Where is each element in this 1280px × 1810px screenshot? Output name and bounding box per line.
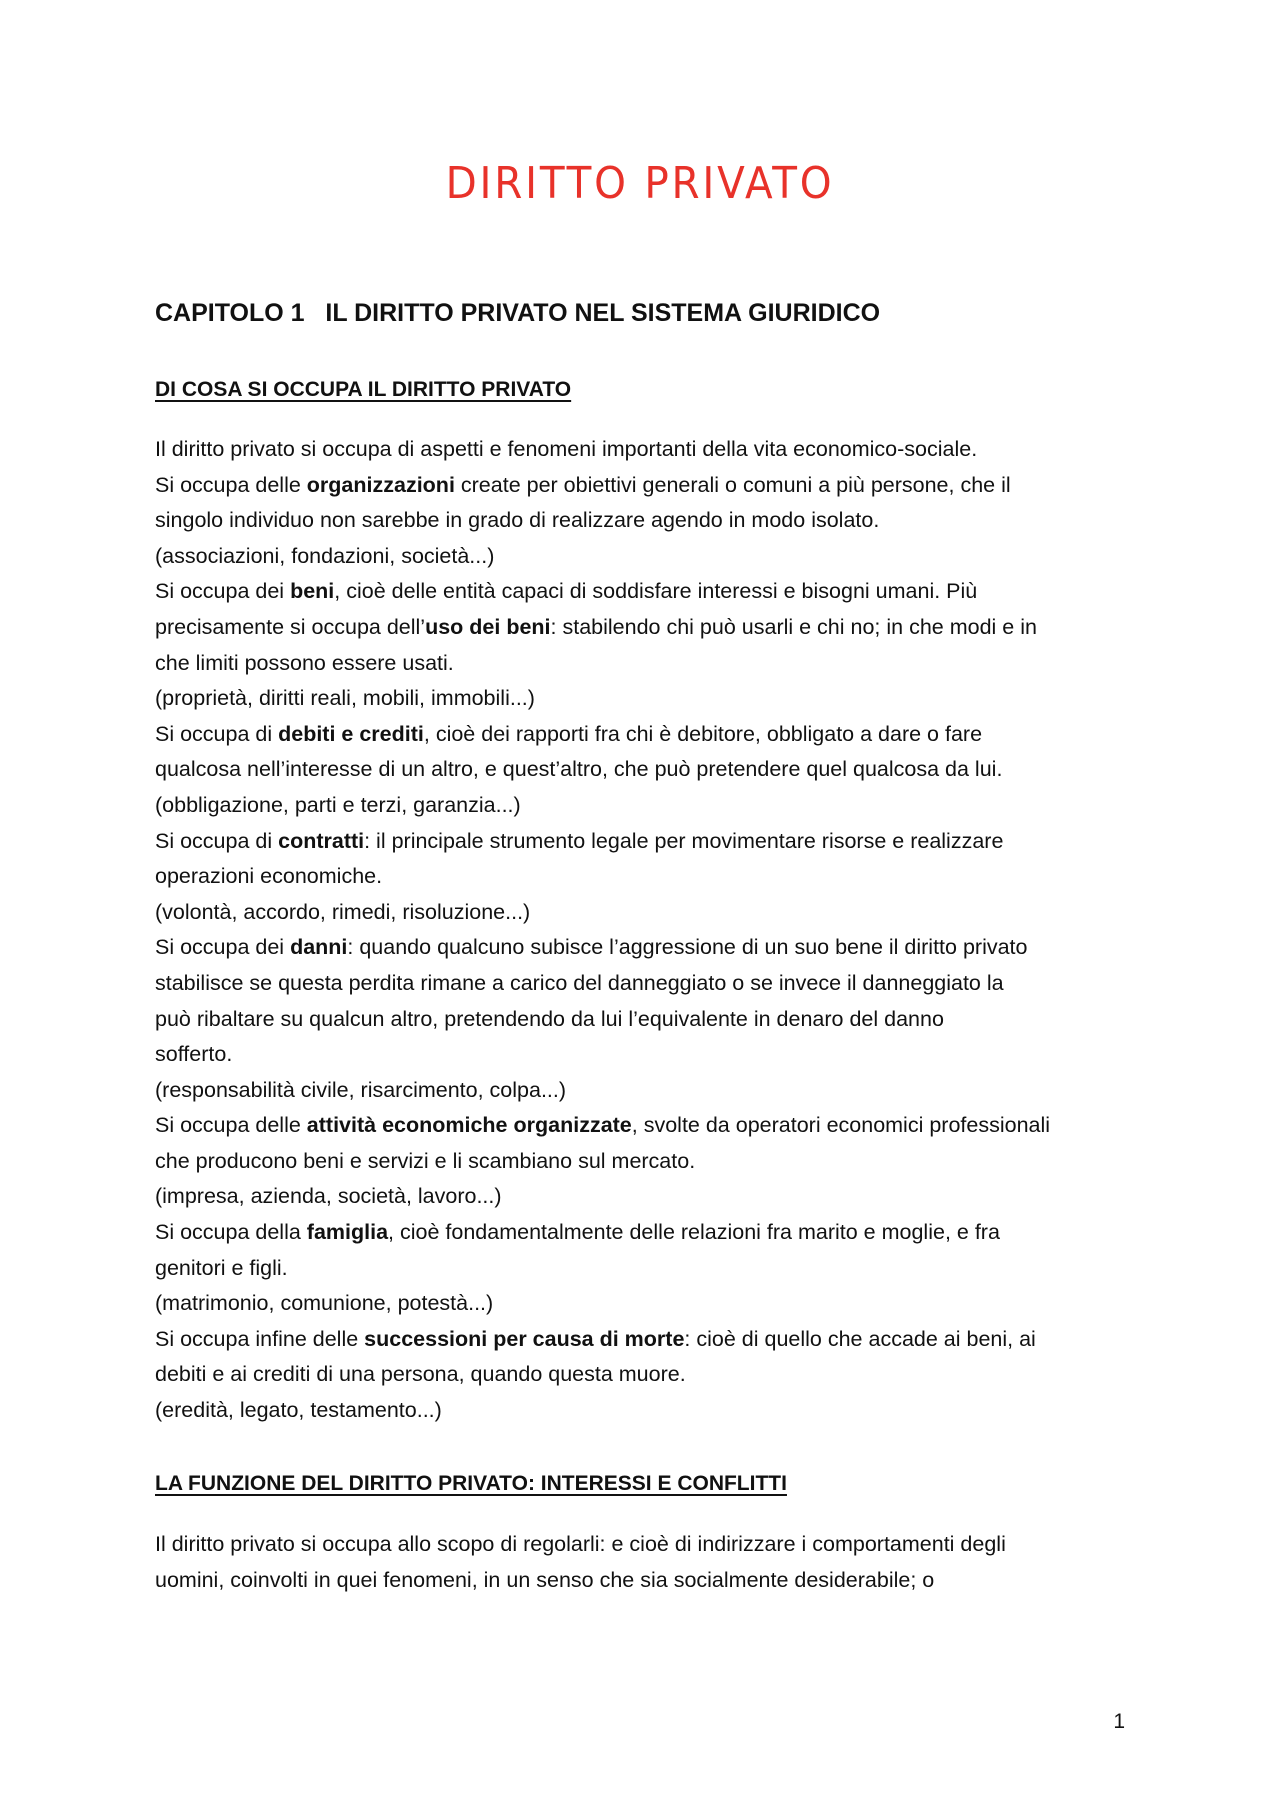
bold-term: famiglia [306, 1220, 389, 1245]
text-line [155, 859, 1145, 895]
text-segment: (matrimonio, comunione, potestà...) [155, 1291, 494, 1316]
text-segment: Si occupa infine delle [155, 1326, 365, 1351]
text-segment: : cioè di quello che accade ai beni, ai [684, 1326, 1036, 1351]
text-segment: , cioè dei rapporti fra chi è debitore, obbligato a dare o fare [423, 721, 983, 746]
text-segment: , cioè delle entità capaci di soddisfare interessi e bisogni umani. Più [334, 579, 978, 604]
text-segment: operazioni economiche. [155, 864, 383, 889]
bold-term: danni [290, 935, 348, 960]
text-line [155, 681, 1145, 717]
text-line [155, 824, 1145, 860]
text-segment: singolo individuo non sarebbe in grado di realizzare agendo in modo isolato. [155, 508, 880, 533]
text-line [155, 1527, 1145, 1563]
text-line [155, 788, 1145, 824]
bold-term: beni [290, 579, 335, 604]
text-segment: sofferto. [155, 1042, 233, 1067]
text-segment: stabilisce se questa perdita rimane a carico del danneggiato o se invece il danneggiato la [155, 970, 1004, 995]
text-line [155, 895, 1145, 931]
text-segment: Il diritto privato si occupa di aspetti e fenomeni importanti della vita economico-sociale. [155, 437, 978, 461]
page-number: 1 [1113, 1710, 1125, 1733]
text-segment: Si occupa di [155, 721, 279, 746]
text-line [155, 1037, 1145, 1073]
text-segment: create per obiettivi generali o comuni a più persone, che il [454, 472, 1011, 497]
text-line [155, 432, 1145, 468]
text-segment: , cioè fondamentalmente delle relazioni fra marito e moglie, e fra [388, 1220, 1000, 1245]
text-line [155, 1322, 1145, 1358]
section-2-body [155, 1527, 1145, 1598]
text-line [155, 539, 1145, 575]
text-line [155, 930, 1145, 966]
bold-term: debiti e crediti [278, 721, 424, 746]
text-segment: Si occupa di [155, 828, 279, 853]
text-line [155, 966, 1145, 1002]
text-segment: Si occupa delle [155, 472, 307, 497]
text-line [155, 1215, 1145, 1251]
text-line [155, 610, 1145, 646]
bold-term: contratti [278, 828, 365, 853]
text-line [155, 1251, 1145, 1287]
text-line [155, 646, 1145, 682]
text-line [155, 1357, 1145, 1393]
text-line [155, 1393, 1145, 1429]
text-segment: che limiti possono essere usati. [155, 650, 454, 675]
text-segment: Si occupa dei [155, 935, 291, 960]
text-segment: Il diritto privato si occupa allo scopo di regolarli: e cioè di indirizzare i comportamenti degli [155, 1532, 1006, 1556]
text-line [155, 1144, 1145, 1180]
bold-term: organizzazioni [306, 472, 455, 497]
page-title: DIRITTO PRIVATO [445, 158, 835, 209]
text-segment: (associazioni, fondazioni, società...) [155, 543, 495, 568]
text-line [155, 1002, 1145, 1038]
text-line [155, 1179, 1145, 1215]
text-line [155, 1286, 1145, 1322]
bold-term: uso dei beni [425, 614, 551, 639]
text-segment: : stabilendo chi può usarli e chi no; in che modi e in [550, 614, 1037, 639]
text-segment: : quando qualcuno subisce l’aggressione di un suo bene il diritto privato [347, 935, 1028, 960]
text-segment: può ribaltare su qualcun altro, pretendendo da lui l’equivalente in denaro del danno [155, 1006, 944, 1031]
text-segment: precisamente si occupa dell’ [155, 614, 426, 639]
bold-term: attività economiche organizzate [306, 1113, 632, 1138]
text-segment: qualcosa nell’interesse di un altro, e quest’altro, che può pretendere quel qualcosa da lui. [155, 757, 1003, 782]
text-line [155, 752, 1145, 788]
text-line [155, 1073, 1145, 1109]
text-segment: (volontà, accordo, rimedi, risoluzione...) [155, 899, 531, 924]
text-line [155, 503, 1145, 539]
text-line [155, 574, 1145, 610]
text-segment: : il principale strumento legale per movimentare risorse e realizzare [364, 828, 1004, 853]
text-segment: che producono beni e servizi e li scambiano sul mercato. [155, 1148, 696, 1173]
section-heading-2: LA FUNZIONE DEL DIRITTO PRIVATO: INTERESSI E CONFLITTI [155, 1472, 787, 1495]
text-segment: uomini, coinvolti in quei fenomeni, in un senso che sia socialmente desiderabile; o [155, 1567, 935, 1592]
bold-term: successioni per causa di morte [364, 1326, 685, 1351]
section-heading-1: DI COSA SI OCCUPA IL DIRITTO PRIVATO [155, 378, 572, 401]
text-segment: , svolte da operatori economici professionali [631, 1113, 1051, 1138]
text-segment: Si occupa delle [155, 1113, 307, 1138]
text-segment: genitori e figli. [155, 1255, 288, 1280]
text-segment: Si occupa della [155, 1220, 307, 1245]
chapter-heading: CAPITOLO 1 IL DIRITTO PRIVATO NEL SISTEMA GIURIDICO [155, 299, 881, 327]
text-line [155, 717, 1145, 753]
text-line [155, 468, 1145, 504]
text-line [155, 1108, 1145, 1144]
text-segment: (proprietà, diritti reali, mobili, immobili...) [155, 686, 535, 711]
text-segment: debiti e ai crediti di una persona, quando questa muore. [155, 1362, 686, 1387]
text-line [155, 1563, 1145, 1599]
text-segment: (responsabilità civile, risarcimento, colpa...) [155, 1077, 567, 1102]
text-segment: (obbligazione, parti e terzi, garanzia...) [155, 792, 521, 817]
text-segment: Si occupa dei [155, 579, 291, 604]
section-1-body [155, 432, 1145, 1429]
text-segment: (impresa, azienda, società, lavoro...) [155, 1184, 502, 1209]
text-segment: (eredità, legato, testamento...) [155, 1398, 442, 1423]
